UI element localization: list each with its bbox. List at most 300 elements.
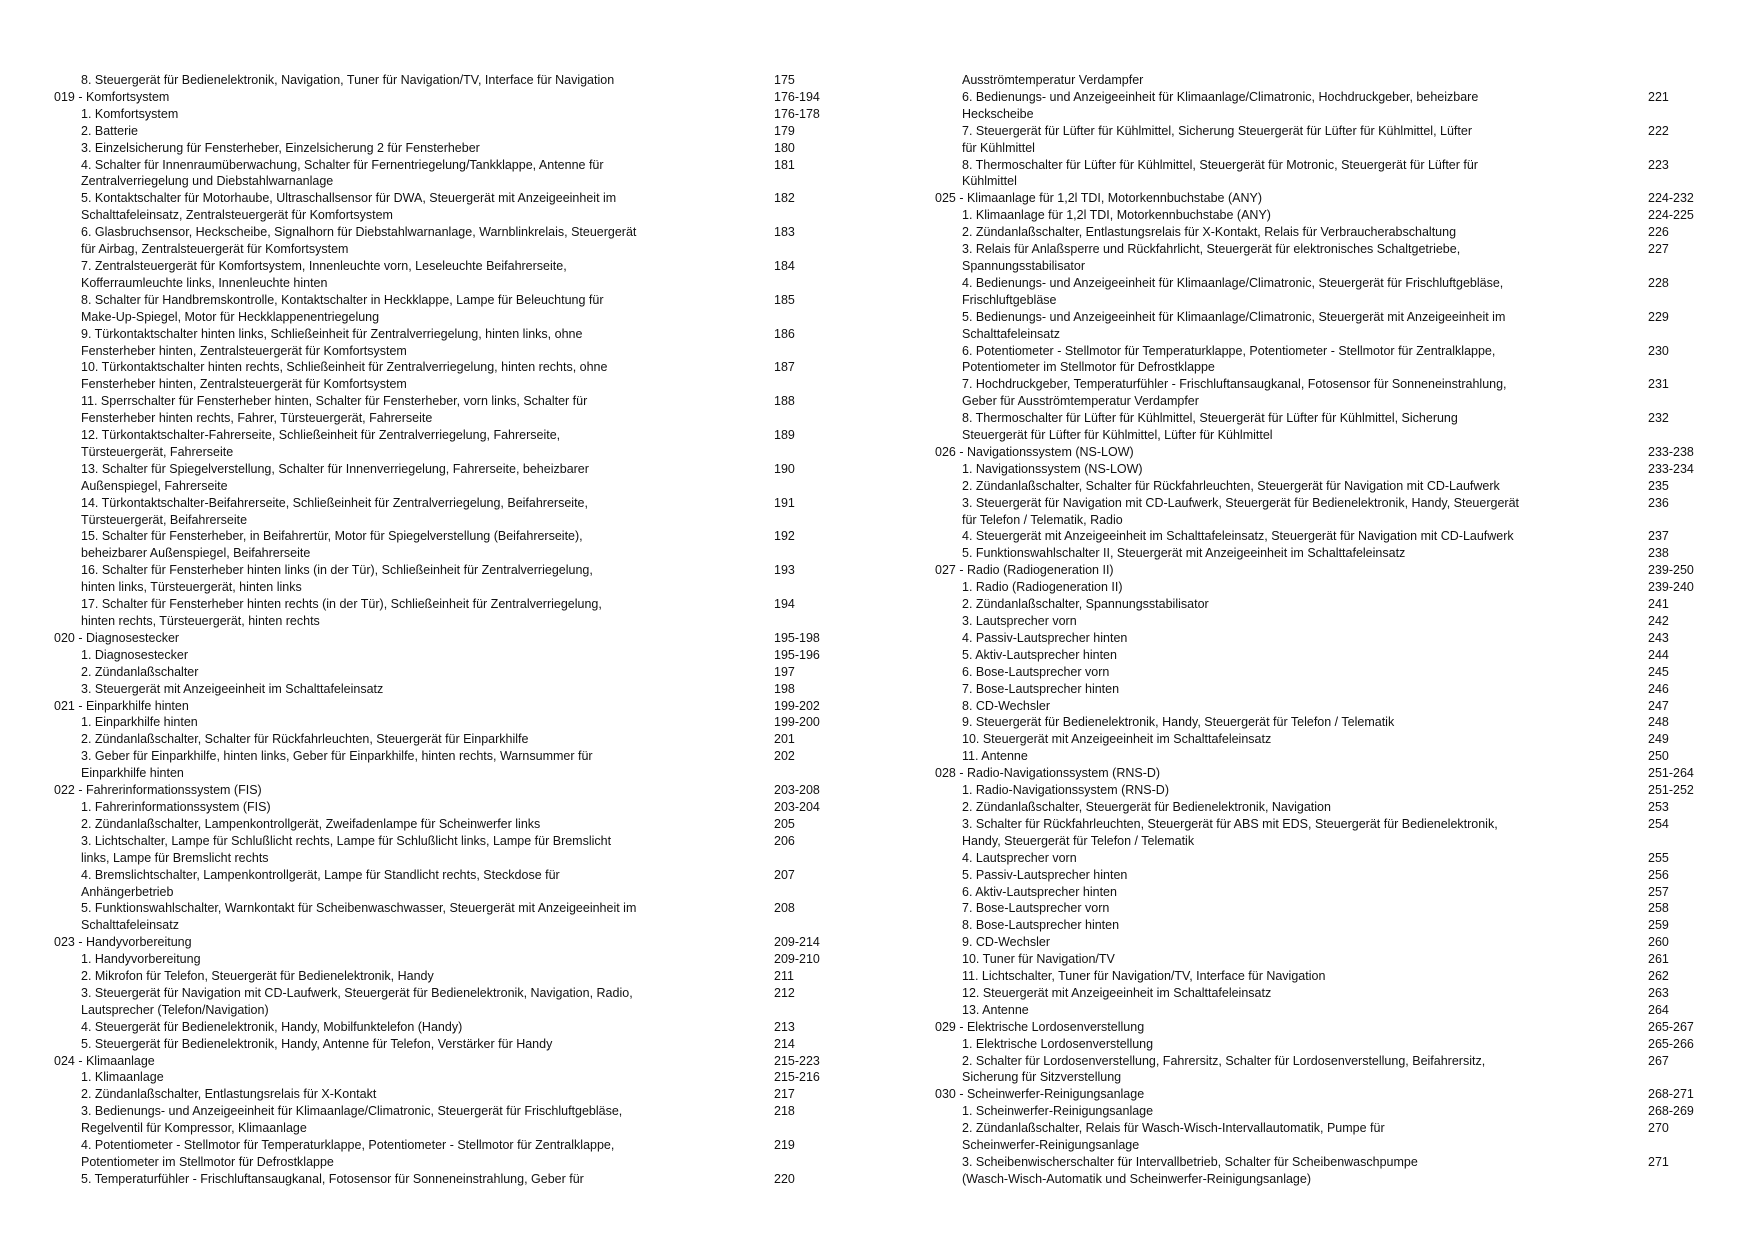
- entry-title-line: 2. Zündanlaßschalter, Entlastungsrelais für X-Kontakt: [81, 1087, 377, 1102]
- entry-title: [54, 190, 774, 224]
- toc-entry: [54, 1036, 830, 1053]
- entry-title: [935, 731, 1648, 748]
- page-number: 209-210: [774, 952, 820, 967]
- toc-entry: [54, 123, 830, 140]
- toc-entry: [54, 1086, 830, 1103]
- toc-entry: [54, 359, 830, 393]
- entry-title: [935, 123, 1648, 157]
- page-number: 181: [774, 157, 795, 172]
- toc-entry: [54, 292, 830, 326]
- page-number: 247: [1648, 698, 1669, 713]
- toc-entry: [54, 562, 830, 596]
- page-number: 193: [774, 563, 795, 578]
- entry-title: [54, 816, 774, 833]
- entry-title-line: 1. Diagnosestecker: [81, 647, 189, 662]
- page-number: 246: [1648, 681, 1669, 696]
- entry-title-line: 5. Funktionswahlschalter II, Steuergerät mit Anzeigeeinheit im Schalttafeleinsatz: [962, 546, 1406, 561]
- entry-title-line: für Airbag, Zentralsteuergerät für Komfortsystem: [81, 242, 349, 257]
- entry-title: [54, 1103, 774, 1137]
- page-number: 227: [1648, 242, 1669, 257]
- entry-title: [54, 596, 774, 630]
- entry-title-line: 2. Zündanlaßschalter, Relais für Wasch-Wisch-Intervallautomatik, Pumpe für: [962, 1121, 1385, 1136]
- toc-column-left: [54, 72, 830, 1188]
- page-number: 222: [1648, 123, 1669, 138]
- entry-title-line: 13. Antenne: [962, 1002, 1029, 1017]
- page-number: 220: [774, 1171, 795, 1186]
- entry-title-line: 4. Lautsprecher vorn: [962, 850, 1077, 865]
- entry-title: [935, 89, 1648, 123]
- page-number: 195-196: [774, 647, 820, 662]
- page-number: 244: [1648, 647, 1669, 662]
- entry-title-line: 2. Zündanlaßschalter: [81, 664, 199, 679]
- toc-entry: [54, 495, 830, 529]
- entry-title: [935, 309, 1648, 343]
- entry-title: [54, 528, 774, 562]
- entry-title-line: Steuergerät für Lüfter für Kühlmittel, Lüfter für Kühlmittel: [962, 428, 1273, 443]
- page-number: 267: [1648, 1053, 1669, 1068]
- page-number: 268-271: [1648, 1087, 1694, 1102]
- toc-entry: [54, 714, 830, 731]
- toc-entry: [935, 1120, 1711, 1154]
- toc-entry: [54, 731, 830, 748]
- page-number: 236: [1648, 495, 1669, 510]
- page-number: 221: [1648, 89, 1669, 104]
- entry-title-line: hinten links, Türsteuergerät, hinten links: [81, 580, 302, 595]
- toc-section: [54, 630, 830, 647]
- entry-title-line: 022 - Fahrerinformationssystem (FIS): [54, 783, 262, 798]
- entry-title-line: 1. Klimaanlage: [81, 1070, 164, 1085]
- entry-title: [935, 190, 1648, 207]
- page-number: 239-250: [1648, 563, 1694, 578]
- entry-title-line: 1. Radio (Radiogeneration II): [962, 580, 1123, 595]
- page-number: 209-214: [774, 935, 820, 950]
- page-number: 224-225: [1648, 208, 1694, 223]
- toc-entry: [935, 461, 1711, 478]
- page-number: 189: [774, 428, 795, 443]
- entry-title: [54, 461, 774, 495]
- toc-entry: [935, 495, 1711, 529]
- entry-title: [935, 376, 1648, 410]
- page-number: 207: [774, 867, 795, 882]
- entry-title: [935, 748, 1648, 765]
- page-number: 198: [774, 681, 795, 696]
- entry-title-line: 3. Lautsprecher vorn: [962, 614, 1077, 628]
- entry-title-line: 8. Thermoschalter für Lüfter für Kühlmittel, Steuergerät für Motronic, Steuergerät für Lüfter für: [962, 157, 1478, 172]
- page-number: 237: [1648, 529, 1669, 544]
- entry-title-line: 6. Aktiv-Lautsprecher hinten: [962, 884, 1117, 899]
- page-number: 255: [1648, 850, 1669, 865]
- page-number: 265-266: [1648, 1036, 1694, 1051]
- entry-title-line: 3. Steuergerät für Navigation mit CD-Laufwerk, Steuergerät für Bedienelektronik, Handy, Steuergerät: [962, 495, 1519, 510]
- entry-title-line: Türsteuergerät, Beifahrerseite: [81, 512, 248, 527]
- entry-title-line: 3. Lichtschalter, Lampe für Schlußlicht rechts, Lampe für Schlußlicht links, Lampe für Bremslicht: [81, 833, 612, 848]
- page-number: [1648, 72, 1711, 89]
- entry-title: [54, 562, 774, 596]
- entry-title-line: 15. Schalter für Fensterheber, in Beifahrertür, Motor für Spiegelverstellung (Beifahrerseite),: [81, 529, 583, 544]
- entry-title: [54, 89, 774, 106]
- entry-title-line: 1. Fahrerinformationssystem (FIS): [81, 799, 271, 814]
- entry-title-line: 3. Geber für Einparkhilfe, hinten links, Geber für Einparkhilfe, hinten rechts, Warnsummer für: [81, 749, 593, 764]
- entry-title: [935, 72, 1648, 89]
- page-number: 228: [1648, 275, 1669, 290]
- entry-title-line: 6. Glasbruchsensor, Heckscheibe, Signalhorn für Diebstahlwarnanlage, Warnblinkrelais, Steuergerät: [81, 225, 637, 240]
- entry-title: [54, 698, 774, 715]
- entry-title: [935, 275, 1648, 309]
- entry-title-line: 17. Schalter für Fensterheber hinten rechts (in der Tür), Schließeinheit für Zentralverriegelung,: [81, 597, 602, 612]
- page-number: 182: [774, 191, 795, 206]
- toc-section: [935, 765, 1711, 782]
- page-number: 175: [774, 73, 795, 87]
- entry-title-line: 10. Türkontaktschalter hinten rechts, Schließeinheit für Zentralverriegelung, hinten rechts, ohne: [81, 360, 608, 375]
- entry-title: [54, 714, 774, 731]
- entry-title: [54, 647, 774, 664]
- page-number: 231: [1648, 377, 1669, 392]
- page-number: 248: [1648, 715, 1669, 730]
- entry-title-line: Lautsprecher (Telefon/Navigation): [81, 1002, 269, 1017]
- entry-title-line: 3. Steuergerät für Navigation mit CD-Laufwerk, Steuergerät für Bedienelektronik, Navigation, Radio,: [81, 985, 633, 1000]
- toc-section: [54, 782, 830, 799]
- entry-title-line: 8. Bose-Lautsprecher hinten: [962, 918, 1120, 933]
- page-number: 214: [774, 1036, 795, 1051]
- toc-entry: [54, 1069, 830, 1086]
- toc-entry: [54, 106, 830, 123]
- entry-title: [54, 157, 774, 191]
- page-number: 201: [774, 732, 795, 747]
- toc-entry: [935, 698, 1711, 715]
- entry-title: [935, 562, 1648, 579]
- page-number: 270: [1648, 1121, 1669, 1136]
- entry-title-line: Geber für Ausströmtemperatur Verdampfer: [962, 394, 1199, 409]
- page-number: 219: [774, 1138, 795, 1153]
- entry-title-line: 11. Sperrschalter für Fensterheber hinten, Schalter für Fensterheber, vorn links, Schalter für: [81, 394, 588, 409]
- page-number: 258: [1648, 901, 1669, 916]
- entry-title-line: 10. Tuner für Navigation/TV: [962, 952, 1115, 967]
- page-number: 194: [774, 597, 795, 612]
- toc-section: [54, 934, 830, 951]
- entry-title-line: 1. Radio-Navigationssystem (RNS-D): [962, 783, 1170, 798]
- entry-title-line: 8. CD-Wechsler: [962, 698, 1050, 713]
- toc-entry: [935, 850, 1711, 867]
- entry-title: [935, 951, 1648, 968]
- page-number: 245: [1648, 664, 1669, 679]
- entry-title-line: 1. Klimaanlage für 1,2l TDI, Motorkennbuchstabe (ANY): [962, 208, 1271, 223]
- toc-entry: [54, 799, 830, 816]
- entry-title-line: 2. Zündanlaßschalter, Schalter für Rückfahrleuchten, Steuergerät für Navigation mit CD-Laufwerk: [962, 478, 1500, 493]
- toc-entry: [935, 123, 1711, 157]
- entry-title-line: 1. Komfortsystem: [81, 106, 179, 121]
- page-number: 208: [774, 901, 795, 916]
- entry-title-line: 5. Temperaturfühler - Frischluftansaugkanal, Fotosensor für Sonneneinstrahlung, Geber für: [81, 1171, 584, 1186]
- entry-title-line: 5. Bedienungs- und Anzeigeeinheit für Klimaanlage/Climatronic, Steuergerät mit Anzeigeeinheit im: [962, 309, 1506, 324]
- entry-title: [935, 630, 1648, 647]
- entry-title-line: 026 - Navigationssystem (NS-LOW): [935, 444, 1134, 459]
- page-number: 202: [774, 749, 795, 764]
- page-number: 223: [1648, 157, 1669, 172]
- entry-title-line: beheizbarer Außenspiegel, Beifahrerseite: [81, 546, 311, 561]
- entry-title-line: Fensterheber hinten, Zentralsteuergerät für Komfortsystem: [81, 377, 407, 392]
- entry-title: [54, 748, 774, 782]
- entry-title: [54, 1171, 774, 1188]
- entry-title: [935, 1019, 1648, 1036]
- page-number: 238: [1648, 546, 1669, 561]
- toc-entry: [54, 664, 830, 681]
- page-number: 190: [774, 461, 795, 476]
- page-number: 262: [1648, 969, 1669, 984]
- page-number: 184: [774, 258, 795, 273]
- page-number: 229: [1648, 309, 1669, 324]
- entry-title: [935, 985, 1648, 1002]
- entry-title: [935, 900, 1648, 917]
- toc-entry: [54, 528, 830, 562]
- page-number: 217: [774, 1087, 795, 1102]
- entry-title: [54, 359, 774, 393]
- toc-entry: [935, 731, 1711, 748]
- entry-title-line: Heckscheibe: [962, 106, 1034, 121]
- toc-entry: [935, 613, 1711, 630]
- page-number: 185: [774, 292, 795, 307]
- toc-entry: [54, 833, 830, 867]
- entry-title: [935, 1086, 1648, 1103]
- entry-title-line: 028 - Radio-Navigationssystem (RNS-D): [935, 766, 1161, 781]
- toc-entry: [935, 799, 1711, 816]
- entry-title-line: 029 - Elektrische Lordosenverstellung: [935, 1019, 1145, 1034]
- entry-title-line: 3. Relais für Anlaßsperre und Rückfahrlicht, Steuergerät für elektronisches Schaltgetriebe,: [962, 242, 1461, 257]
- entry-title-line: Ausströmtemperatur Verdampfer: [962, 73, 1144, 87]
- entry-title-line: 2. Zündanlaßschalter, Steuergerät für Bedienelektronik, Navigation: [962, 799, 1331, 814]
- page-number: 183: [774, 225, 795, 240]
- toc-entry: [935, 714, 1711, 731]
- entry-title-line: Schalttafeleinsatz, Zentralsteuergerät für Komfortsystem: [81, 208, 393, 223]
- toc-entry: [54, 224, 830, 258]
- toc-entry: [935, 478, 1711, 495]
- page-number: 260: [1648, 935, 1669, 950]
- entry-title: [54, 1069, 774, 1086]
- toc-section: [935, 190, 1711, 207]
- entry-title-line: 12. Steuergerät mit Anzeigeeinheit im Schalttafeleinsatz: [962, 985, 1272, 1000]
- toc-entry: [935, 528, 1711, 545]
- toc-entry: [935, 647, 1711, 664]
- entry-title-line: 9. Steuergerät für Bedienelektronik, Handy, Steuergerät für Telefon / Telematik: [962, 715, 1395, 730]
- entry-title-line: Anhängerbetrieb: [81, 884, 174, 899]
- entry-title: [54, 326, 774, 360]
- page-number: 176-178: [774, 106, 820, 121]
- entry-title-line: 11. Lichtschalter, Tuner für Navigation/TV, Interface für Navigation: [962, 969, 1326, 984]
- page-number: 212: [774, 985, 795, 1000]
- entry-title-line: 9. Türkontaktschalter hinten links, Schließeinheit für Zentralverriegelung, hinten links, ohne: [81, 326, 583, 341]
- page-number: 206: [774, 833, 795, 848]
- toc-entry: [935, 782, 1711, 799]
- entry-title-line: 8. Schalter für Handbremskontrolle, Kontaktschalter in Heckklappe, Lampe für Beleuchtung für: [81, 292, 604, 307]
- entry-title: [935, 579, 1648, 596]
- entry-title-line: 10. Steuergerät mit Anzeigeeinheit im Schalttafeleinsatz: [962, 732, 1272, 747]
- entry-title: [935, 647, 1648, 664]
- page-number: 230: [1648, 343, 1669, 358]
- toc-entry: [935, 1053, 1711, 1087]
- page-number: 254: [1648, 816, 1669, 831]
- toc-entry: [935, 934, 1711, 951]
- page-number: 192: [774, 529, 795, 544]
- entry-title: [935, 765, 1648, 782]
- toc-entry: [54, 681, 830, 698]
- entry-title-line: 9. CD-Wechsler: [962, 935, 1050, 950]
- entry-title: [935, 1154, 1648, 1188]
- toc-section: [54, 89, 830, 106]
- entry-title-line: 1. Einparkhilfe hinten: [81, 715, 198, 730]
- entry-title-line: Kühlmittel: [962, 174, 1017, 189]
- page-number: 242: [1648, 614, 1669, 628]
- page-number: 239-240: [1648, 580, 1694, 595]
- page-number: 235: [1648, 478, 1669, 493]
- entry-title: [935, 1120, 1648, 1154]
- entry-title-line: 4. Potentiometer - Stellmotor für Temperaturklappe, Potentiometer - Stellmotor für Zentralklappe,: [81, 1138, 615, 1153]
- toc-entry: [54, 72, 830, 89]
- page-number: 261: [1648, 952, 1669, 967]
- entry-title-line: 8. Thermoschalter für Lüfter für Kühlmittel, Steuergerät für Lüfter für Kühlmittel, Sicherung: [962, 411, 1458, 426]
- toc-entry: [935, 275, 1711, 309]
- entry-title: [54, 867, 774, 901]
- entry-title-line: 5. Funktionswahlschalter, Warnkontakt für Scheibenwaschwasser, Steuergerät mit Anzeigeeinheit im: [81, 901, 637, 916]
- entry-title: [54, 900, 774, 934]
- entry-title-line: 2. Schalter für Lordosenverstellung, Fahrersitz, Schalter für Lordosenverstellung, Beifahrersitz,: [962, 1053, 1486, 1068]
- entry-title: [935, 224, 1648, 241]
- entry-title: [935, 698, 1648, 715]
- entry-title: [935, 528, 1648, 545]
- entry-title-line: 16. Schalter für Fensterheber hinten links (in der Tür), Schließeinheit für Zentralverriegelung,: [81, 563, 593, 578]
- entry-title-line: links, Lampe für Bremslicht rechts: [81, 850, 269, 865]
- toc-entry: [935, 1103, 1711, 1120]
- page-number: 249: [1648, 732, 1669, 747]
- page-number: 256: [1648, 867, 1669, 882]
- entry-title-line: 7. Bose-Lautsprecher vorn: [962, 901, 1110, 916]
- entry-title-line: 025 - Klimaanlage für 1,2l TDI, Motorkennbuchstabe (ANY): [935, 191, 1263, 206]
- entry-title-line: 7. Zentralsteuergerät für Komfortsystem, Innenleuchte vorn, Leseleuchte Beifahrerseite,: [81, 258, 567, 273]
- entry-title-line: Zentralverriegelung und Diebstahlwarnanlage: [81, 174, 334, 189]
- toc-entry: [54, 1019, 830, 1036]
- entry-title: [54, 123, 774, 140]
- page-number: 233-234: [1648, 461, 1694, 476]
- entry-title: [935, 681, 1648, 698]
- page-number: 215-223: [774, 1053, 820, 1068]
- toc-entry: [54, 985, 830, 1019]
- entry-title-line: Schalttafeleinsatz: [962, 326, 1060, 341]
- page-number: 218: [774, 1104, 795, 1119]
- entry-title-line: 6. Bedienungs- und Anzeigeeinheit für Klimaanlage/Climatronic, Hochdruckgeber, beheizbare: [962, 89, 1479, 104]
- entry-title-line: 030 - Scheinwerfer-Reinigungsanlage: [935, 1087, 1145, 1102]
- page-number: 199-202: [774, 698, 820, 713]
- entry-title: [54, 799, 774, 816]
- entry-title: [54, 140, 774, 157]
- page-number: 205: [774, 816, 795, 831]
- entry-title-line: Potentiometer im Stellmotor für Defrostklappe: [81, 1155, 334, 1169]
- toc-entry: [935, 224, 1711, 241]
- page-number: 211: [774, 969, 794, 984]
- entry-title: [54, 833, 774, 867]
- entry-title: [935, 850, 1648, 867]
- entry-title: [935, 478, 1648, 495]
- entry-title: [935, 934, 1648, 951]
- entry-title-line: 4. Schalter für Innenraumüberwachung, Schalter für Fernentriegelung/Tankklappe, Antenne für: [81, 157, 604, 172]
- entry-title-line: Regelventil für Kompressor, Klimaanlage: [81, 1121, 307, 1136]
- entry-title: [935, 207, 1648, 224]
- page-number: 215-216: [774, 1070, 820, 1085]
- entry-title: [935, 1053, 1648, 1087]
- entry-title-line: 021 - Einparkhilfe hinten: [54, 698, 189, 713]
- page-number: 197: [774, 664, 795, 679]
- toc-entry: [935, 596, 1711, 613]
- toc-entry: [54, 427, 830, 461]
- toc-entry: [935, 900, 1711, 917]
- page-number: 191: [774, 495, 795, 510]
- page-number: 180: [774, 140, 795, 155]
- entry-title-line: Kofferraumleuchte links, Innenleuchte hinten: [81, 275, 328, 290]
- entry-title-line: 5. Kontaktschalter für Motorhaube, Ultraschallsensor für DWA, Steuergerät mit Anzeigeeinheit im: [81, 191, 617, 206]
- entry-title-line: 2. Batterie: [81, 123, 138, 138]
- entry-title-line: 1. Elektrische Lordosenverstellung: [962, 1036, 1154, 1051]
- entry-title-line: Einparkhilfe hinten: [81, 766, 184, 781]
- page-number: 243: [1648, 630, 1669, 645]
- toc-entry: [935, 1036, 1711, 1053]
- page-number: 251-252: [1648, 783, 1694, 798]
- toc-entry: [54, 190, 830, 224]
- page-number: 224-232: [1648, 191, 1694, 206]
- toc-section: [935, 1019, 1711, 1036]
- toc-entry: [935, 630, 1711, 647]
- entry-title-line: 4. Passiv-Lautsprecher hinten: [962, 630, 1128, 645]
- entry-title: [935, 461, 1648, 478]
- entry-title: [54, 427, 774, 461]
- entry-title: [935, 917, 1648, 934]
- toc-entry: [935, 72, 1711, 89]
- entry-title-line: 8. Steuergerät für Bedienelektronik, Navigation, Tuner für Navigation/TV, Interface für Navigation: [81, 73, 615, 87]
- entry-title: [935, 1002, 1648, 1019]
- entry-title: [935, 596, 1648, 613]
- entry-title-line: 3. Steuergerät mit Anzeigeeinheit im Schalttafeleinsatz: [81, 681, 384, 696]
- toc-entry: [54, 140, 830, 157]
- toc-entry: [935, 157, 1711, 191]
- entry-title-line: 3. Schalter für Rückfahrleuchten, Steuergerät für ABS mit EDS, Steuergerät für Bedienelektronik,: [962, 816, 1498, 831]
- toc-entry: [935, 985, 1711, 1002]
- page-number: 195-198: [774, 630, 820, 645]
- toc-entry: [935, 1154, 1711, 1188]
- toc-entry: [935, 410, 1711, 444]
- page-number: 226: [1648, 225, 1669, 240]
- toc-entry: [54, 326, 830, 360]
- entry-title: [54, 731, 774, 748]
- toc-entry: [54, 748, 830, 782]
- entry-title: [935, 867, 1648, 884]
- toc-entry: [935, 1002, 1711, 1019]
- page-number: 199-200: [774, 715, 820, 730]
- entry-title: [54, 224, 774, 258]
- entry-title-line: 2. Zündanlaßschalter, Schalter für Rückfahrleuchten, Steuergerät für Einparkhilfe: [81, 732, 529, 747]
- entry-title-line: für Kühlmittel: [962, 140, 1035, 155]
- entry-title: [54, 495, 774, 529]
- entry-title-line: 12. Türkontaktschalter-Fahrerseite, Schließeinheit für Zentralverriegelung, Fahrerseite,: [81, 428, 561, 443]
- entry-title-line: für Telefon / Telematik, Radio: [962, 512, 1123, 527]
- entry-title-line: 2. Zündanlaßschalter, Entlastungsrelais für X-Kontakt, Relais für Verbraucherabschaltung: [962, 225, 1457, 240]
- entry-title-line: 14. Türkontaktschalter-Beifahrerseite, Schließeinheit für Zentralverriegelung, Beifahrerseite,: [81, 495, 588, 510]
- entry-title-line: Schalttafeleinsatz: [81, 918, 179, 933]
- entry-title: [935, 816, 1648, 850]
- entry-title-line: 3. Einzelsicherung für Fensterheber, Einzelsicherung 2 für Fensterheber: [81, 140, 480, 155]
- toc-entry: [935, 207, 1711, 224]
- entry-title-line: 6. Potentiometer - Stellmotor für Temperaturklappe, Potentiometer - Stellmotor für Zentralklappe,: [962, 343, 1496, 358]
- entry-title-line: Scheinwerfer-Reinigungsanlage: [962, 1138, 1140, 1153]
- page-number: 187: [774, 360, 795, 375]
- toc-entry: [935, 664, 1711, 681]
- entry-title-line: Fensterheber hinten, Zentralsteuergerät für Komfortsystem: [81, 343, 407, 358]
- entry-title-line: 5. Passiv-Lautsprecher hinten: [962, 867, 1128, 882]
